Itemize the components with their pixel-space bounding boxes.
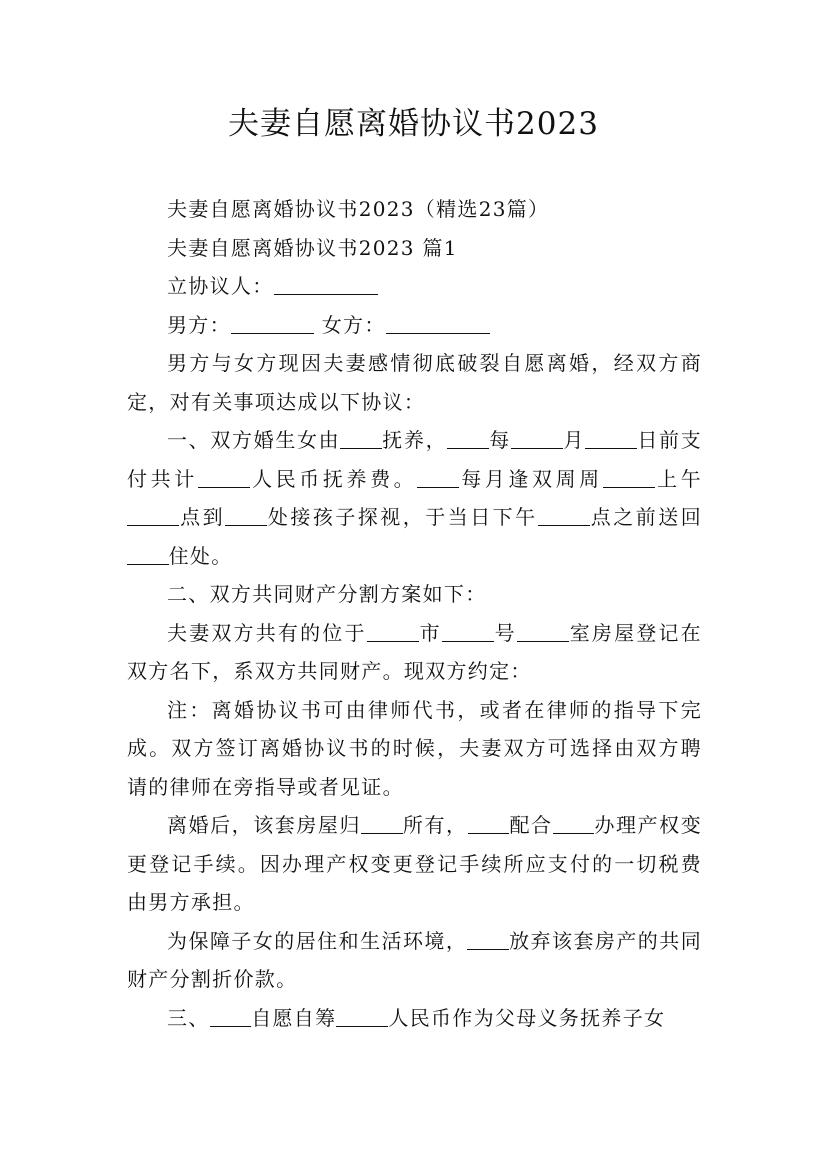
blank-line (467, 929, 509, 950)
blank-line (417, 467, 459, 488)
blank-line (603, 467, 655, 488)
blank-line (127, 544, 169, 565)
paragraph-subtitle: 夫妻自愿离婚协议书2023（精选23篇） (167, 197, 550, 221)
blank-line (511, 428, 563, 449)
blank-line (274, 274, 378, 295)
blank-line (336, 1006, 388, 1027)
blank-line (447, 428, 489, 449)
blank-line (386, 313, 490, 334)
paragraph-section-heading: 夫妻自愿离婚协议书2023 篇1 (167, 235, 458, 260)
blank-line (225, 505, 267, 526)
blank-line (367, 621, 419, 642)
blank-line (340, 428, 382, 449)
paragraph-house-ownership: 离婚后，该套房屋归 所有， 配合 办理产权变更登记手续。因办理产权变更登记手续所应支付的一切税费由男方承担。 (127, 813, 702, 914)
paragraph-clause-3: 三、 自愿自筹 人民币作为父母义务抚养子女 (167, 1005, 666, 1030)
paragraph-clause-1: 一、双方婚生女由 抚养， 每 月 日前支付共计 人民币抚养费。 每月逢双周周 上午点到 处接孩子探视，于当日下午 点之前送回住处。 (127, 428, 703, 568)
blank-line (231, 313, 314, 334)
paragraph-child-housing: 为保障子女的居住和生活环境， 放弃该套房产的共同财产分割折价款。 (127, 928, 703, 991)
blank-line (127, 505, 179, 526)
blank-line (361, 813, 403, 834)
paragraph-note: 注：离婚协议书可由律师代书，或者在律师的指导下完成。双方签订离婚协议书的时候，夫妻双方可选择由双方聘请的律师在旁指导或者见证。 (127, 697, 702, 799)
blank-line (442, 621, 494, 642)
blank-line (553, 813, 595, 834)
document-body (127, 190, 702, 1037)
blank-line (198, 467, 250, 488)
blank-line (538, 505, 590, 526)
paragraph-property: 夫妻双方共有的位于 市 号 室房屋登记在双方名下，系双方共同财产。现双方约定： (127, 620, 702, 683)
blank-line (468, 813, 510, 834)
paragraph-intro: 男方与女方现因夫妻感情彻底破裂自愿离婚，经双方商定，对有关事项达成以下协议： (127, 351, 702, 414)
paragraph-parties: 立协议人： (127, 267, 702, 306)
blank-line (517, 621, 569, 642)
blank-line (210, 1006, 252, 1027)
paragraph-husband-wife: 男方： 女方： (127, 306, 702, 345)
document-title: 夫妻自愿离婚协议书2023 (228, 106, 599, 142)
paragraph-clause-2-heading: 二、双方共同财产分割方案如下： (167, 582, 487, 606)
blank-line (585, 428, 637, 449)
